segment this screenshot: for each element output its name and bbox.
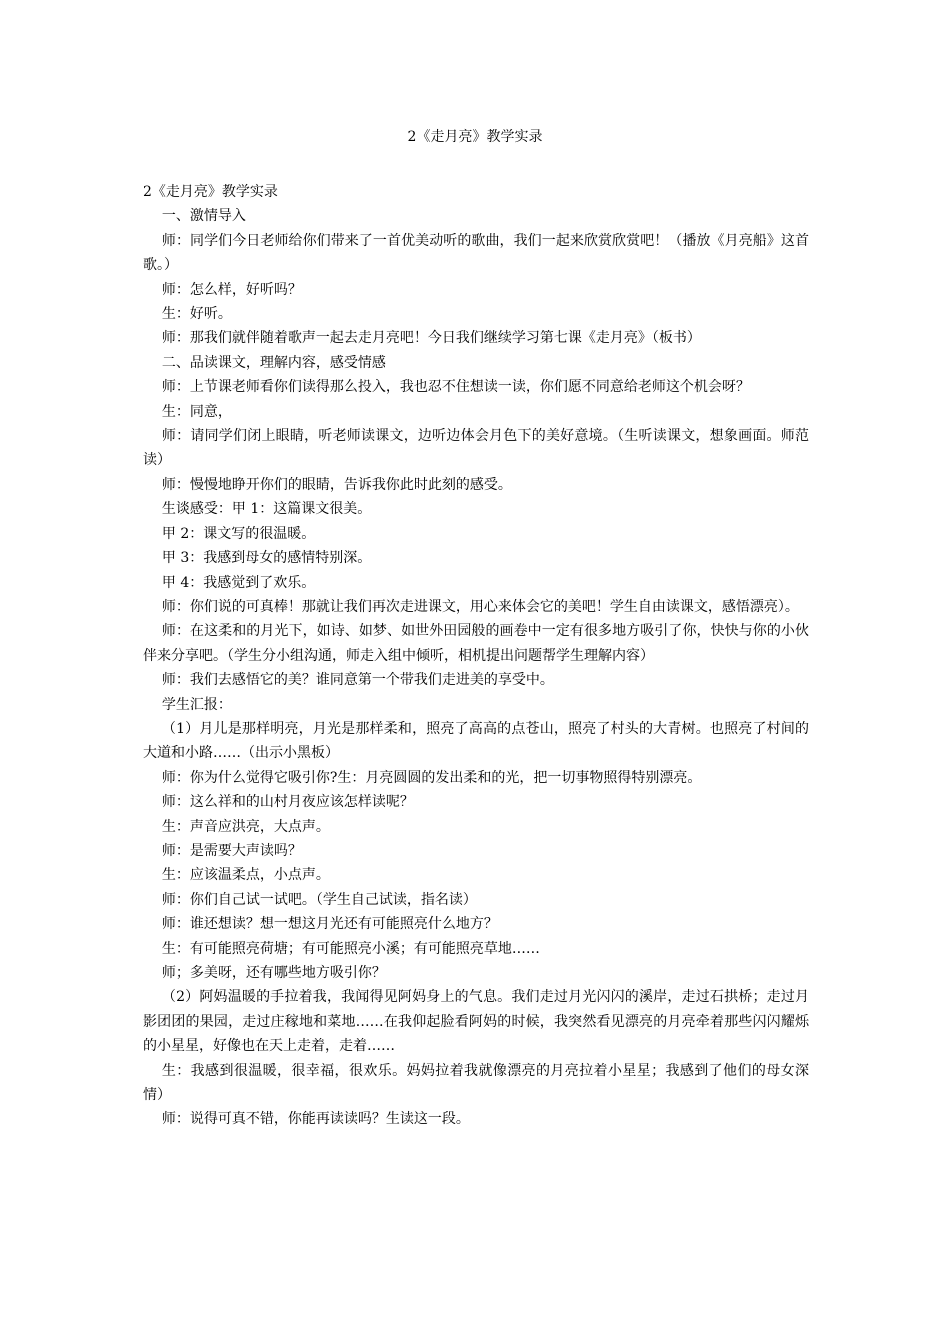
- paragraph: 师：我们去感悟它的美？谁同意第一个带我们走进美的享受中。: [161, 672, 554, 689]
- paragraph: 师：那我们就伴随着歌声一起去走月亮吧！今日我们继续学习第七课《走月亮》（板书）: [161, 330, 701, 347]
- paragraph: 师：同学们今日老师给你们带来了一首优美动听的歌曲，我们一起来欣赏欣赏吧！（播放《月亮船》这首歌。）: [143, 232, 809, 274]
- paragraph: 师：你们自己试一试吧。（学生自己试读，指名读）: [161, 891, 477, 908]
- paragraph: 生：应该温柔点，小点声。: [161, 867, 330, 884]
- paragraph: 生谈感受：甲 1：这篇课文很美。: [161, 501, 372, 518]
- paragraph: 师：谁还想读？想一想这月光还有可能照亮什么地方？: [161, 916, 498, 933]
- document-title: 2《走月亮》教学实录: [407, 129, 543, 145]
- paragraph: 师；多美呀，还有哪些地方吸引你？: [161, 965, 386, 981]
- paragraph: 师：你们说的可真棒！那就让我们再次走进课文，用心来体会它的美吧！学生自由读课文，感悟漂亮）。: [161, 598, 799, 615]
- paragraph: 生：声音应洪亮，大点声。: [161, 818, 330, 835]
- paragraph: 生：好听。: [161, 306, 232, 323]
- paragraph: 师：在这柔和的月光下，如诗、如梦、如世外田园般的画卷中一定有很多地方吸引了你，快快与你的小伙伴来分享吧。（学生分小组沟通，师走入组中倾听，相机提出问题帮学生理解内容）: [143, 623, 809, 664]
- paragraph: 师：请同学们闭上眼睛，听老师读课文，边听边体会月色下的美好意境。（生听读课文，想象画面。师范读）: [143, 428, 809, 469]
- paragraph: 生：有可能照亮荷塘；有可能照亮小溪；有可能照亮草地……: [161, 940, 540, 957]
- paragraph: 师：怎么样，好听吗？: [161, 281, 302, 298]
- paragraph: 生：我感到很温暖，很幸福，很欢乐。妈妈拉着我就像漂亮的月亮拉着小星星；我感到了他们的母女深情）: [143, 1062, 809, 1104]
- paragraph: （1）月儿是那样明亮，月光是那样柔和，照亮了高高的点苍山，照亮了村头的大青树。也照亮了村间的大道和小路……（出示小黑板）: [143, 720, 809, 762]
- paragraph: 生：同意，: [161, 403, 232, 420]
- document-heading: 2《走月亮》教学实录: [143, 184, 278, 200]
- paragraph: 甲 4：我感觉到了欢乐。: [161, 574, 316, 591]
- paragraph: 师：你为什么觉得它吸引你?生：月亮圆圆的发出柔和的光，把一切事物照得特别漂亮。: [161, 769, 702, 786]
- paragraph: 师：是需要大声读吗？: [161, 842, 302, 859]
- paragraph: 师：这么祥和的山村月夜应该怎样读呢？: [161, 794, 414, 811]
- paragraph: 学生汇报：: [161, 696, 232, 713]
- paragraph: 甲 3：我感到母女的感情特别深。: [161, 550, 372, 567]
- paragraph: 师：慢慢地睁开你们的眼睛，告诉我你此时此刻的感受。: [161, 476, 512, 493]
- paragraph: （2）阿妈温暖的手拉着我，我闻得见阿妈身上的气息。我们走过月光闪闪的溪岸，走过石拱桥；走过月影团团的果园，走过庄稼地和菜地……在我仰起脸看阿妈的时候，我突然看见漂亮的月亮牵着那些闪闪耀烁的小星星，好像也在天上走着，走着……: [143, 989, 809, 1055]
- section-heading: 一、激情导入: [161, 208, 246, 225]
- paragraph: 甲 2：课文写的很温暖。: [161, 525, 316, 542]
- paragraph: 师：说得可真不错，你能再读读吗？生读这一段。: [161, 1111, 470, 1128]
- section-heading: 二、品读课文，理解内容，感受情感: [161, 354, 386, 371]
- paragraph: 师：上节课老师看你们读得那么投入，我也忍不住想读一读，你们愿不同意给老师这个机会呀？: [161, 379, 750, 396]
- document-body: [143, 180, 809, 1132]
